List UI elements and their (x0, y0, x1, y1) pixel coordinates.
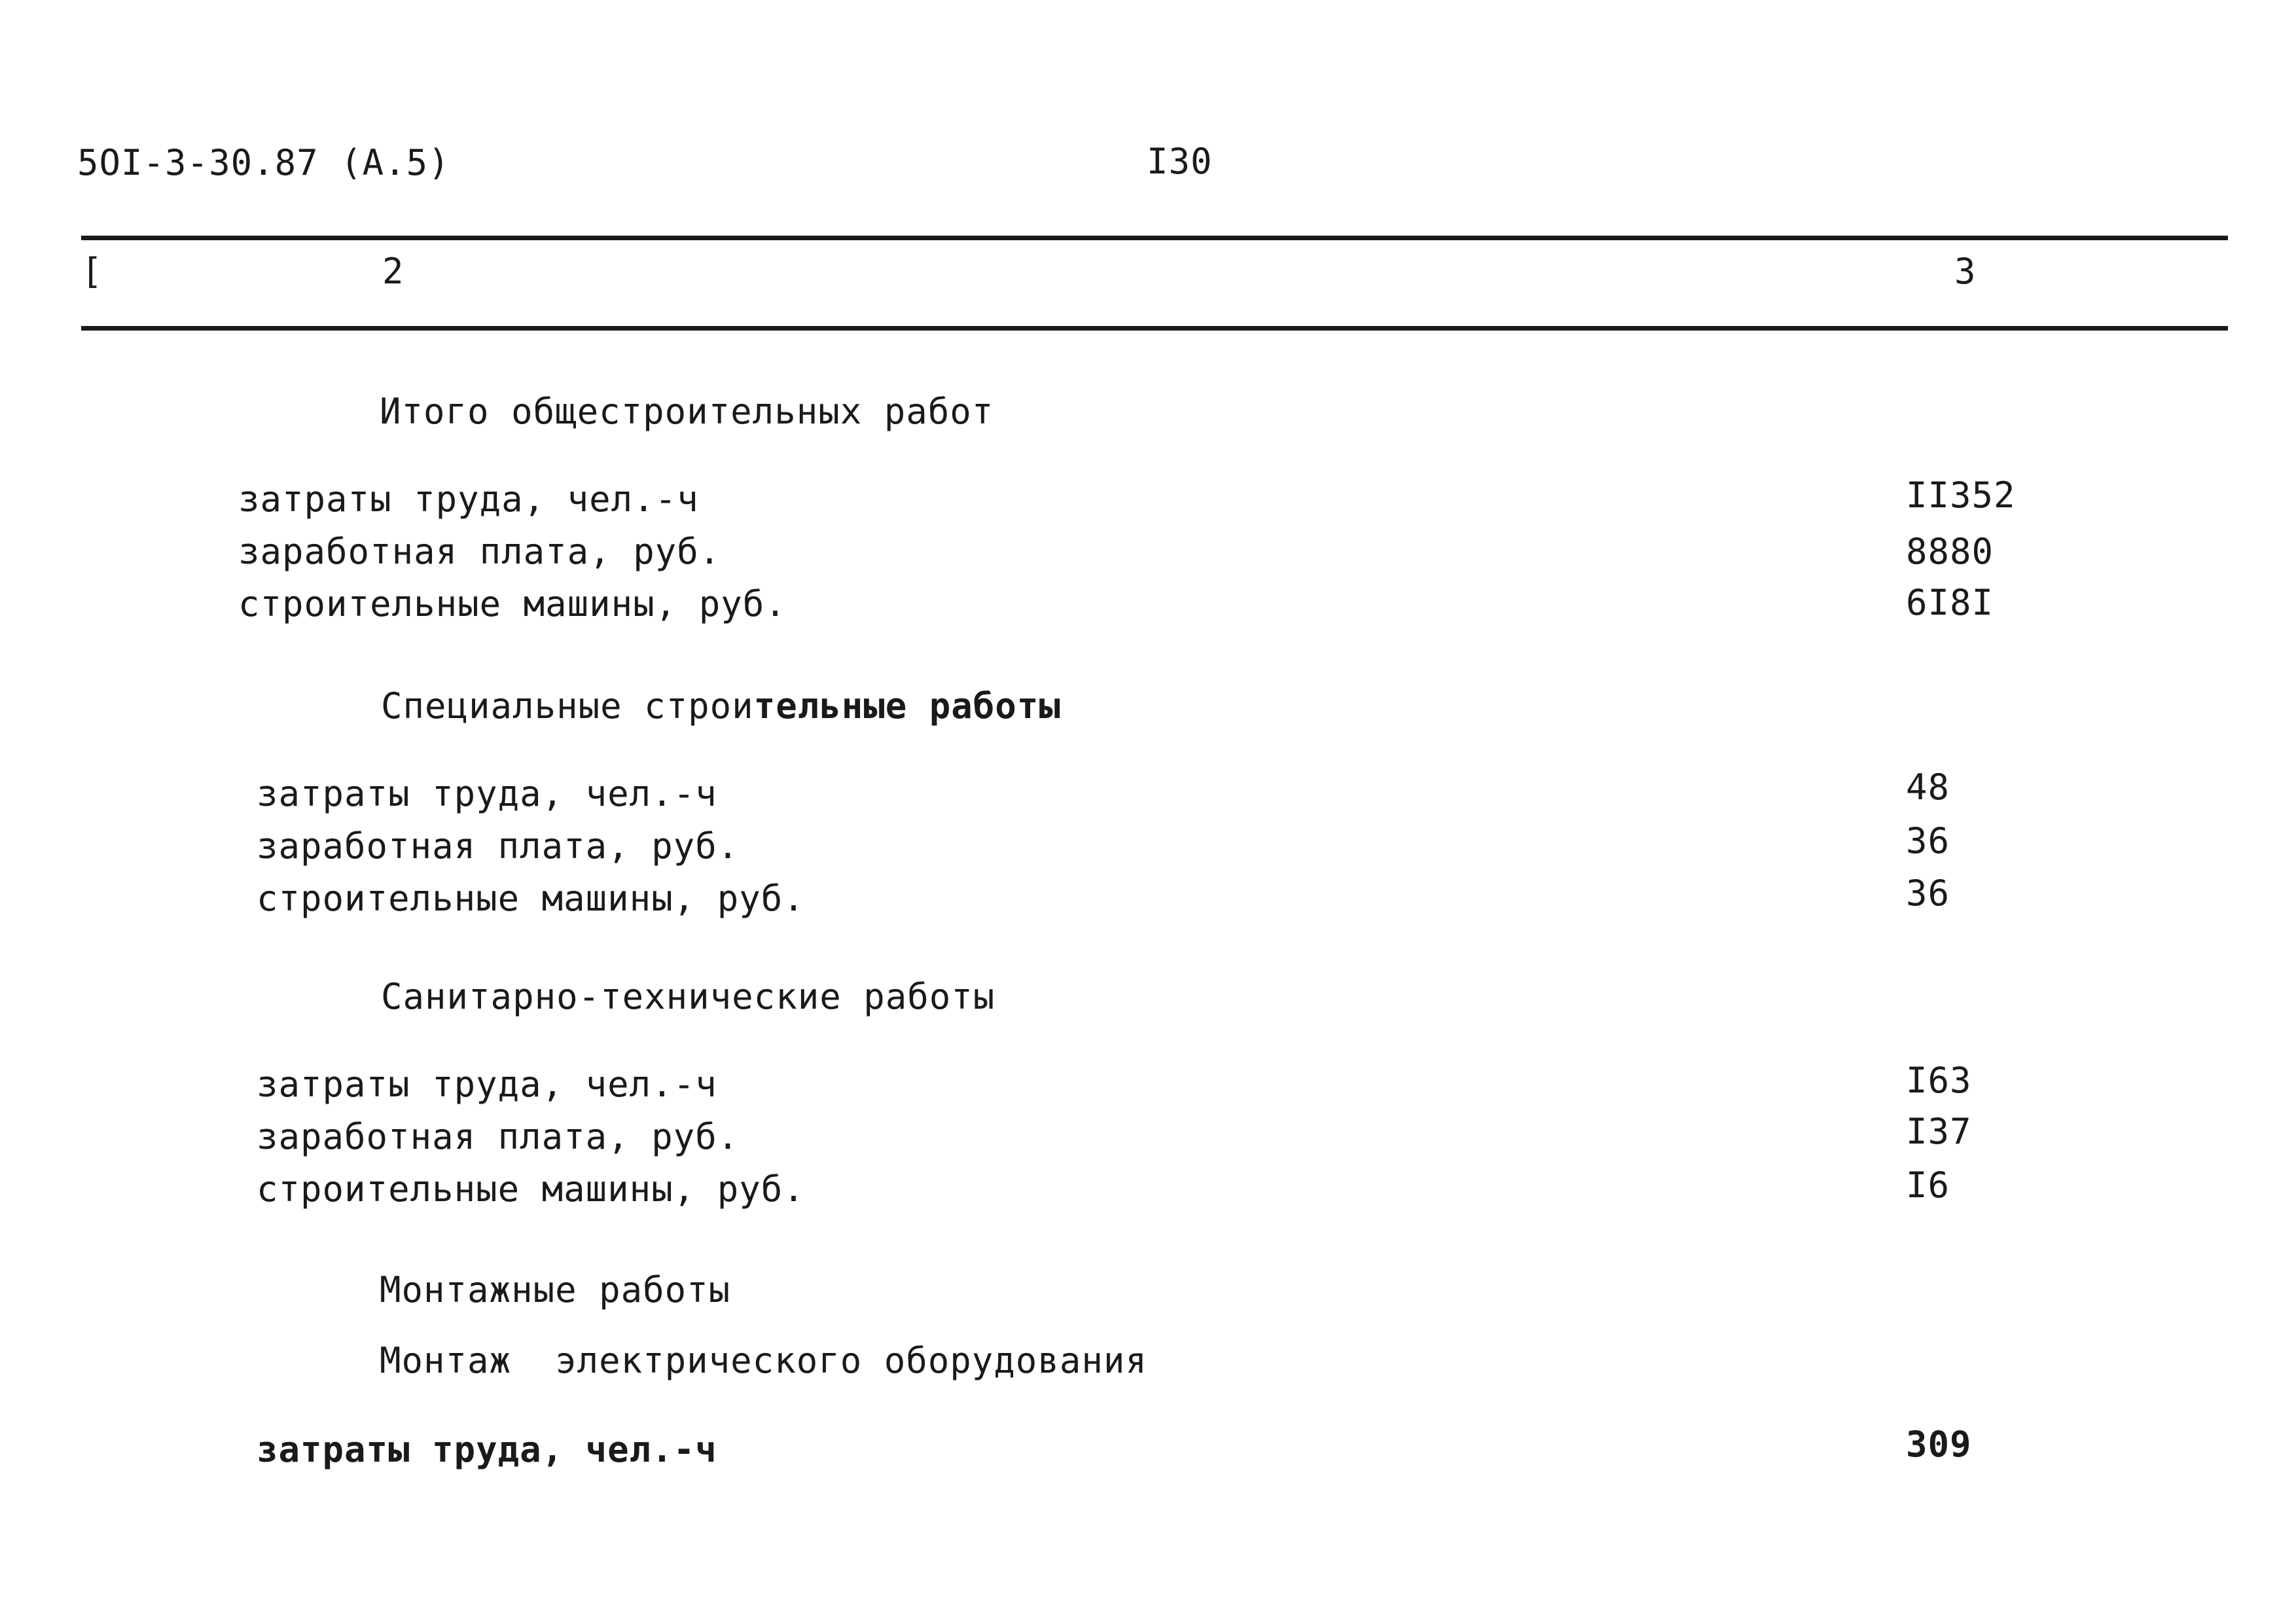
row-value: I63 (1906, 1060, 1972, 1101)
row-value: I6 (1906, 1164, 1950, 1206)
row-label: строительные машины, руб. (257, 1168, 805, 1210)
section-title (381, 685, 1061, 727)
section-title: Монтажные работы (380, 1269, 731, 1310)
row-label: затраты труда, чел.-ч (257, 1064, 717, 1105)
document-code: 5OI-3-30.87 (A.5) (77, 142, 450, 183)
row-value: 8880 (1906, 531, 1994, 572)
row-label: заработная плата, руб. (238, 531, 721, 572)
section-title: Санитарно-технические работы (381, 976, 996, 1017)
row-value: 309 (1906, 1424, 1972, 1465)
column-header-1: [ (81, 251, 103, 292)
row-label: заработная плата, руб. (257, 825, 740, 867)
column-header-3: 3 (1954, 251, 1977, 292)
row-value: I37 (1906, 1111, 1972, 1152)
row-value: 48 (1906, 767, 1950, 808)
row-label: затраты труда, чел.-ч (257, 1429, 717, 1470)
row-label: заработная плата, руб. (257, 1116, 740, 1157)
column-header-2: 2 (382, 251, 404, 292)
page-number: I30 (1147, 141, 1213, 182)
row-label: строительные машины, руб. (238, 583, 787, 624)
row-label: затраты труда, чел.-ч (257, 773, 717, 814)
section-title-part-bold: тельные работы (753, 685, 1061, 727)
row-value: 6I8I (1906, 582, 1994, 623)
table-header-bottom-rule (81, 326, 2228, 331)
section-subtitle: Монтаж электрического оборудования (380, 1340, 1147, 1381)
table-top-rule (81, 236, 2228, 240)
row-value: 36 (1906, 820, 1950, 861)
section-title: Итого общестроительных работ (380, 391, 994, 432)
section-title-part: Специальные строи (381, 685, 754, 727)
row-value: 36 (1906, 873, 1950, 914)
row-label: строительные машины, руб. (257, 878, 805, 919)
row-value: II352 (1906, 475, 2016, 516)
row-label: затраты труда, чел.-ч (238, 478, 699, 520)
